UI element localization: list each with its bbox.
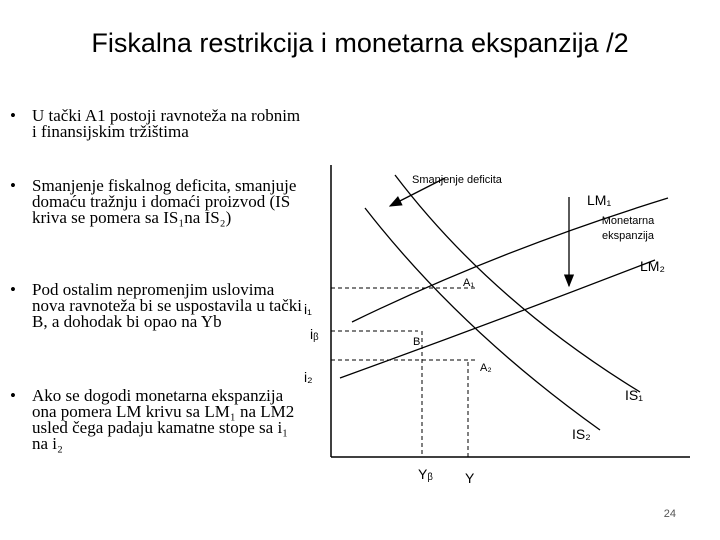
- a2-label: A₂: [480, 362, 492, 374]
- slide-title: Fiskalna restrikcija i monetarna ekspanzija /2: [91, 28, 629, 58]
- bullet-dot: •: [10, 106, 16, 125]
- a1-label: A₁: [463, 277, 475, 289]
- bullet-text: Pod ostalim nepromenjim uslovima nova ravnoteža bi se uspostavila u tački B, a dohodak bi opao na Yb: [32, 280, 303, 331]
- lm1-label: LM₁: [587, 192, 612, 208]
- lm2-label: LM₂: [640, 258, 665, 274]
- bullet-dot: •: [10, 176, 16, 195]
- bullet-dot: •: [10, 386, 16, 405]
- bullet-dot: •: [10, 280, 16, 299]
- b-label: B: [413, 336, 421, 348]
- page-number: 24: [663, 508, 676, 520]
- bullet-text: Ako se dogodi monetarna ekspanzija ona pomera LM krivu sa LM₁ na LM2 usled čega padaju kamatne stope sa i₁ na i₂: [32, 386, 295, 453]
- ib-label: iᵦ: [310, 326, 319, 342]
- bullet-text: U tački A1 postoji ravnoteža na robnim i finansijskim tržištima: [32, 106, 301, 141]
- deficit-label: Smanjenje deficita: [412, 174, 502, 186]
- yb-label: Yᵦ: [418, 466, 433, 482]
- monetary-label: Monetarna ekspanzija: [601, 215, 655, 242]
- is2-label: IS₂: [572, 426, 591, 442]
- bullet-text: Smanjenje fiskalnog deficita, smanjuje domaću tražnju i domaći proizvod (IS kriva se pomera sa IS₁na IS₂): [32, 176, 297, 227]
- i2-label: i₂: [304, 369, 313, 385]
- is2-curve: [365, 208, 600, 430]
- y-label: Y: [465, 470, 475, 486]
- i1-label: i₁: [304, 301, 312, 317]
- is1-label: IS₁: [625, 387, 643, 403]
